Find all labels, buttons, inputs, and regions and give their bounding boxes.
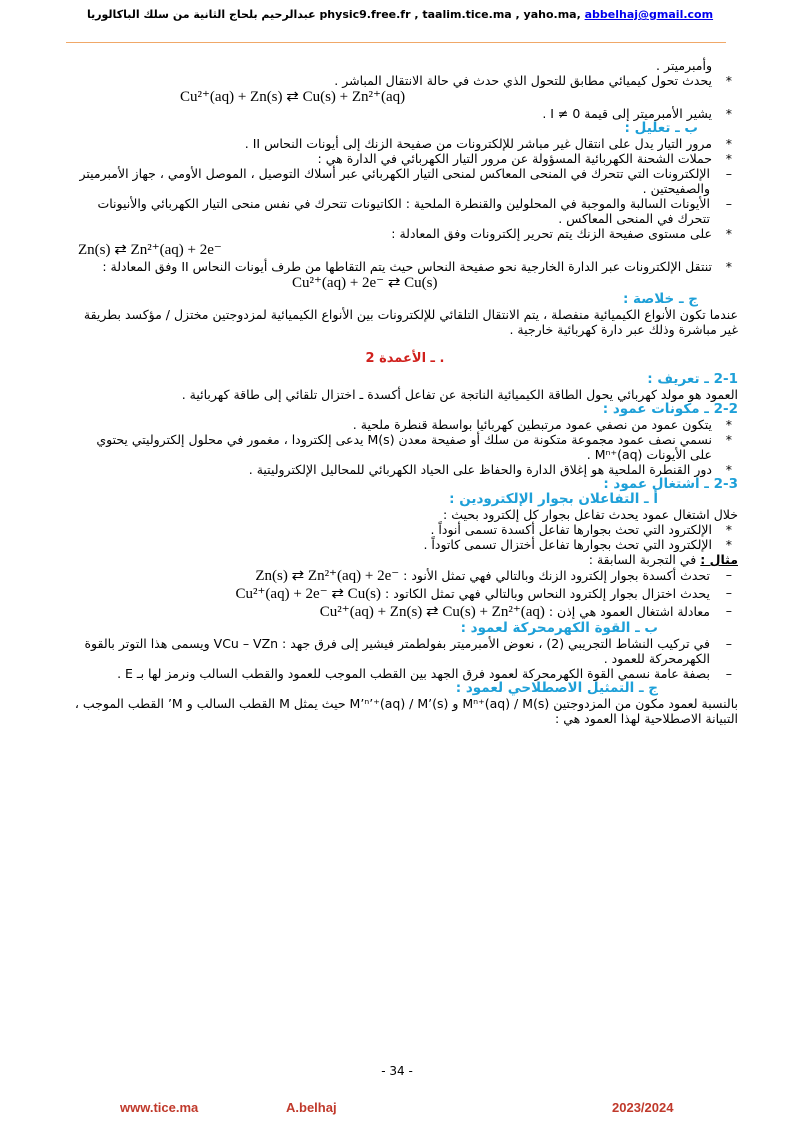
example-text: في التجربة السابقة : — [588, 552, 697, 567]
header-sites: physic9.free.fr , taalim.tice.ma , yaho.ma, — [319, 8, 581, 21]
heading-2-3b: ب ـ القوة الكهرمحركة لعمود : — [460, 620, 658, 636]
dash-f2: – بصفة عامة نسمي القوة الكهرمحركة لعمود فرق الجهد بين القطب الموجب للعمود والقطب السالب ونرمز لها بـ E . — [72, 666, 738, 681]
bullet-2-2b: * نسمي نصف عمود مجموعة متكونة من سلك أو صفيحة معدن M(s) يدعى إلكترودا ، مغمور في محلول إلكتروليتي يحتوي على الأيونات Mⁿ⁺(aq) . — [72, 432, 738, 462]
ex1-text: تحدث أكسدة بجوار إلكترود الزنك وبالتالي فهي تمثل الأنود : — [403, 568, 710, 583]
ex3-text: معادلة اشتغال العمود هي إذن : — [548, 604, 710, 619]
para-g1: بالنسبة لعمود مكون من المزدوجتين Mⁿ⁺(aq) / M(s) و M’ⁿ’⁺(aq) / M’(s) حيث يمثل M القطب السالب و M’ القطب الموجب ، التبيانة الاصطلاحية لهذا العمود هي : — [74, 696, 738, 726]
heading-2-1: 2-1 ـ تعريف : — [647, 371, 738, 387]
heading-2-3: 2-3 ـ اشتغال عمود : — [603, 476, 738, 492]
dash-ex3 — [72, 603, 738, 621]
heading-2-3c: ج ـ التمثيل الاصطلاحي لعمود : — [455, 680, 658, 696]
bullet-2-2c: * دور القنطرة الملحية هو إغلاق الدارة والحفاظ على الحياد الكهربائي للمحاليل الإلكتروليتية . — [72, 462, 738, 477]
page-number: - 34 - — [381, 1064, 413, 1078]
para-2-3a: خلال اشتغال عمود يحدث تفاعل بجوار كل إلكترود بحيث : — [443, 507, 738, 522]
bullet-b2: * حملات الشحنة الكهربائية المسؤولة عن مرور التيار الكهربائي في الدارة هي : — [72, 151, 738, 166]
para-l1: وأمبرميتر . — [656, 58, 712, 73]
ex2-text: يحدث اختزال بجوار إلكترود النحاس وبالتالي فهي تمثل الكاتود : — [385, 586, 710, 601]
heading-2-3a: أ ـ التفاعلان بجوار الإلكترودين : — [449, 491, 658, 507]
footer-year: 2023/2024 — [612, 1100, 674, 1115]
footer-author: A.belhaj — [286, 1100, 337, 1115]
footer-site: www.tice.ma — [120, 1100, 199, 1115]
section-2-title: 2 ـ الأعمدة . — [365, 351, 445, 366]
bullet-l3: * يشير الأمبرميتر إلى قيمة I ≠ 0 . — [72, 106, 738, 121]
bullet-2-3c: * الإلكترود التي تحث بجوارها تفاعل أختزال تسمى كاتوداً . — [72, 537, 738, 552]
example-label: مثال : — [700, 552, 738, 567]
heading-c: ج ـ خلاصة : — [622, 291, 698, 307]
ex2-equation: Cu²⁺(aq) + 2e⁻ ⇄ Cu(s) — [235, 586, 382, 602]
header-arabic: عبدالرحيم بلحاج الثانية من سلك الباكالوريا — [86, 8, 316, 21]
example-line — [72, 552, 738, 567]
heading-2-2: 2-2 ـ مكونات عمود : — [602, 401, 738, 417]
heading-b: ب ـ تعليل : — [624, 120, 698, 136]
equation-2: Zn(s) ⇄ Zn²⁺(aq) + 2e⁻ — [78, 242, 222, 258]
dash-b4: – الأيونات السالبة والموجبة في المحلولين والقنطرة الملحية : الكاتيونات تتحرك في نفس منحى التيار الكهربائي والأنيونات تتحرك في المنحى المعاكس . — [72, 196, 738, 226]
ex1-equation: Zn(s) ⇄ Zn²⁺(aq) + 2e⁻ — [255, 568, 400, 584]
para-c1: عندما تكون الأنواع الكيميائية منفصلة ، يتم الانتقال التلقائي للإلكترونات بين الأنواع الكيميائية لمزدوجتين مختزل / مؤكسد بطريقة غير مباشرة وذلك عبر دارة كهربائية خارجية . — [83, 307, 738, 337]
bullet-2-3b: * الإلكترود التي تحث بجوارها تفاعل أكسدة تسمى أنوداً . — [72, 522, 738, 537]
dash-ex1 — [72, 567, 738, 585]
bullet-2-2a: * يتكون عمود من نصفي عمود مرتبطين كهربائيا بواسطة قنطرة ملحية . — [72, 417, 738, 432]
dash-f1: – في تركيب النشاط التجريبي (2) ، نعوض الأمبرميتر بفولطمتر فيشير إلى فرق جهد : VCu – VZn ويسمى هذا التوتر بالقوة الكهرمحركة للعمود . — [72, 636, 738, 666]
equation-1: Cu²⁺(aq) + Zn(s) ⇄ Cu(s) + Zn²⁺(aq) — [180, 89, 406, 105]
bullet-b6: * تنتقل الإلكترونات عبر الدارة الخارجية نحو صفيحة النحاس حيث يتم التقاطها من طرف أيونات النحاس II وفق المعادلة : — [72, 259, 738, 274]
dash-ex2 — [72, 585, 738, 603]
page-content — [72, 58, 738, 726]
bullet-b5: * على مستوى صفيحة الزنك يتم تحرير إلكترونات وفق المعادلة : — [72, 226, 738, 241]
para-2-1: العمود هو مولد كهربائي يحول الطاقة الكيميائية الناتجة عن تفاعل أكسدة ـ اختزال تلقائي إلى طاقة كهربائية . — [181, 387, 738, 402]
dash-b3: – الإلكترونات التي تتحرك في المنحى المعاكس لمنحى التيار الكهربائي عبر أسلاك التوصيل ، الموصل الأومي ، جهاز الأمبرميتر والصفيحتين . — [72, 166, 738, 196]
header-divider — [66, 42, 726, 43]
bullet-b1: * مرور التيار يدل على انتقال غير مباشر للإلكترونات من صفيحة الزنك إلى أيونات النحاس II . — [72, 136, 738, 151]
bullet-l2: * يحدث تحول كيميائي مطابق للتحول الذي حدث في حالة الانتقال المباشر . — [72, 73, 738, 88]
ex3-equation: Cu²⁺(aq) + Zn(s) ⇄ Cu(s) + Zn²⁺(aq) — [319, 604, 545, 620]
header-email-link[interactable]: abbelhaj@gmail.com — [584, 8, 714, 21]
equation-3: Cu²⁺(aq) + 2e⁻ ⇄ Cu(s) — [292, 275, 438, 291]
page-header — [40, 8, 760, 21]
